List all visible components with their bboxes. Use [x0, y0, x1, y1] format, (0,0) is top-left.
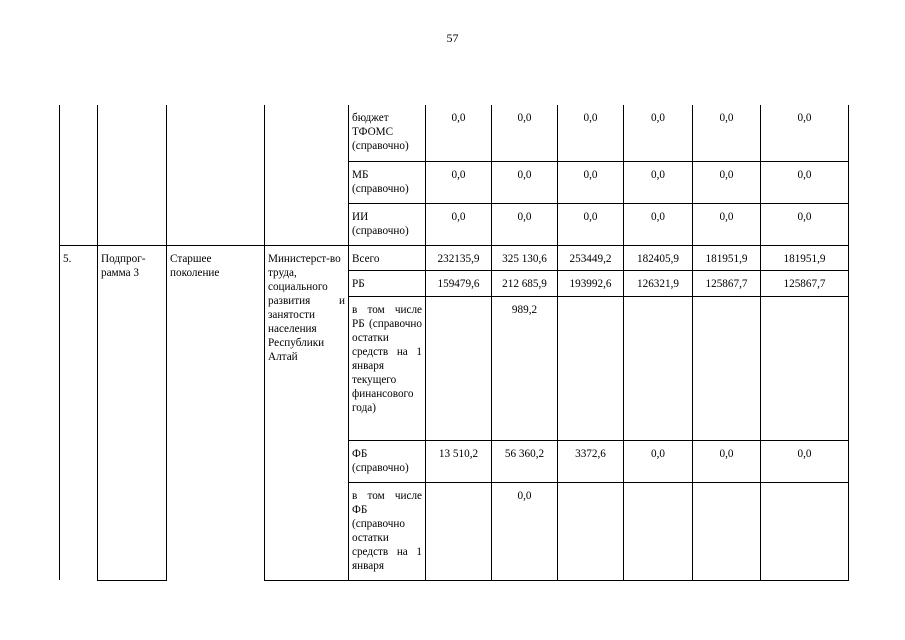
cell-value: 182405,9: [624, 245, 693, 270]
cell-value: 0,0: [426, 203, 492, 245]
cell-value: 0,0: [624, 161, 693, 203]
cell-source: в том числе ФБ (справочно остатки средств на 1 января: [349, 482, 426, 580]
cell-source: МБ (справочно): [349, 161, 426, 203]
cell-value: 13 510,2: [426, 440, 492, 482]
cell-value: 193992,6: [558, 270, 624, 296]
cell-value: 0,0: [761, 203, 849, 245]
cell-value: 3372,6: [558, 440, 624, 482]
cell-program: [98, 105, 167, 161]
cell-title: [167, 203, 265, 245]
cell-value: 0,0: [558, 105, 624, 161]
cell-executor: [265, 161, 349, 203]
cell-value: [761, 482, 849, 580]
cell-number: [60, 105, 98, 161]
budget-table: [59, 105, 849, 581]
cell-value: 0,0: [761, 105, 849, 161]
cell-value: 0,0: [761, 440, 849, 482]
cell-value: 232135,9: [426, 245, 492, 270]
cell-value: 0,0: [624, 105, 693, 161]
cell-value: 325 130,6: [492, 245, 558, 270]
cell-value: 0,0: [426, 105, 492, 161]
cell-executor: [265, 203, 349, 245]
cell-value: 159479,6: [426, 270, 492, 296]
cell-value: 126321,9: [624, 270, 693, 296]
cell-value: 181951,9: [693, 245, 761, 270]
table-row: [60, 161, 849, 203]
cell-value: 212 685,9: [492, 270, 558, 296]
cell-title: [167, 105, 265, 161]
cell-value: [426, 296, 492, 440]
cell-number: [60, 203, 98, 245]
cell-program: [98, 203, 167, 245]
cell-number: [60, 161, 98, 203]
program-number: 5.: [60, 245, 98, 580]
cell-value: 0,0: [492, 203, 558, 245]
cell-value: 0,0: [558, 203, 624, 245]
cell-program: [98, 161, 167, 203]
cell-value: 253449,2: [558, 245, 624, 270]
program-name: Подпрог-рамма 3: [98, 245, 167, 580]
cell-value: 0,0: [693, 440, 761, 482]
program-executor: Министерст-во труда, социального развития и занятости населения Республики Алтай: [265, 245, 349, 580]
cell-value: [761, 296, 849, 440]
cell-value: 0,0: [693, 161, 761, 203]
cell-value: 0,0: [492, 482, 558, 580]
cell-value: [426, 482, 492, 580]
cell-source: бюджет ТФОМС (справочно): [349, 105, 426, 161]
cell-value: 0,0: [761, 161, 849, 203]
cell-value: [558, 296, 624, 440]
cell-value: 181951,9: [761, 245, 849, 270]
cell-value: 125867,7: [693, 270, 761, 296]
program-title: Старшее поколение: [167, 245, 265, 580]
cell-value: [624, 296, 693, 440]
cell-value: 56 360,2: [492, 440, 558, 482]
cell-value: 125867,7: [761, 270, 849, 296]
table-row: [60, 245, 849, 270]
cell-executor: [265, 105, 349, 161]
table-row: [60, 105, 849, 161]
cell-value: 0,0: [624, 440, 693, 482]
cell-value: [624, 482, 693, 580]
cell-value: 0,0: [426, 161, 492, 203]
cell-source: ИИ (справочно): [349, 203, 426, 245]
cell-value: 0,0: [492, 161, 558, 203]
cell-value: 0,0: [558, 161, 624, 203]
cell-value: 989,2: [492, 296, 558, 440]
cell-value: [693, 296, 761, 440]
cell-title: [167, 161, 265, 203]
cell-value: 0,0: [624, 203, 693, 245]
cell-value: 0,0: [693, 105, 761, 161]
cell-source: в том числе РБ (справочно остатки средств на 1 января текущего финансового года): [349, 296, 426, 440]
cell-value: 0,0: [492, 105, 558, 161]
cell-source: ФБ (справочно): [349, 440, 426, 482]
cell-value: [693, 482, 761, 580]
cell-value: 0,0: [693, 203, 761, 245]
cell-source: РБ: [349, 270, 426, 296]
table-row: [60, 203, 849, 245]
page-number: 57: [446, 31, 459, 45]
cell-source: Всего: [349, 245, 426, 270]
cell-value: [558, 482, 624, 580]
